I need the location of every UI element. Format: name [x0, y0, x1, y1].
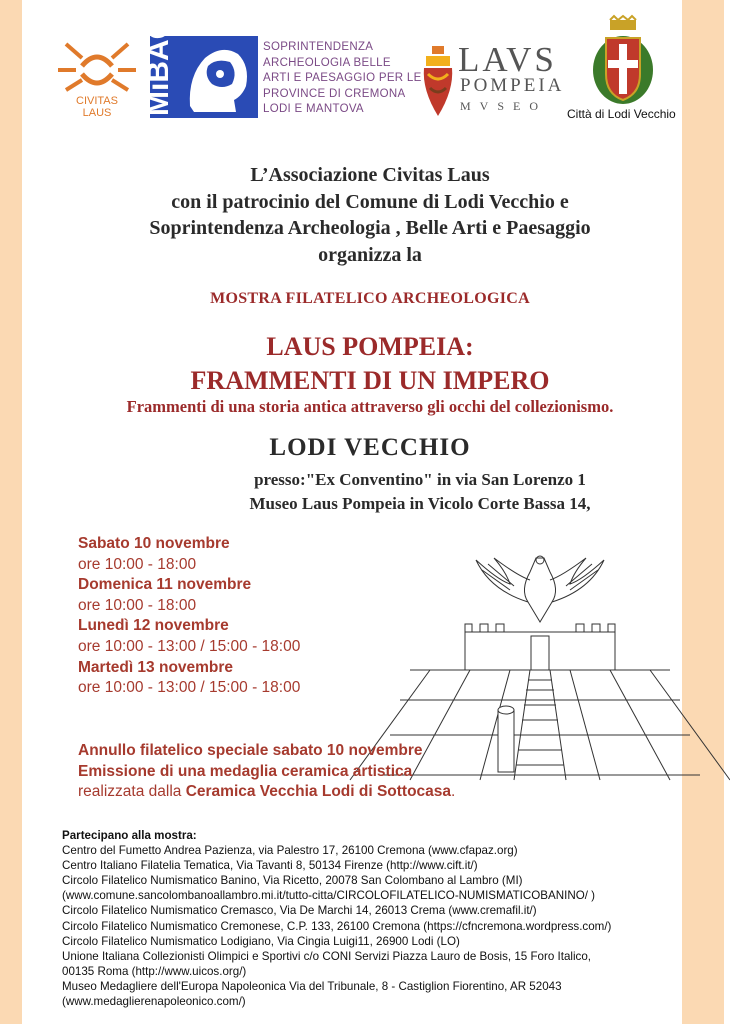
schedule-hours: ore 10:00 - 18:00 [78, 555, 197, 573]
partner-line: Unione Italiana Collezionisti Olimpici e Sportivi c/o CONI Servizi Piazza Lauro de Bosis, 15 Foro Italico, [62, 949, 592, 963]
annullo-section [78, 741, 538, 803]
annullo-line1: Annullo filatelico speciale sabato 10 novembre [78, 742, 423, 759]
venue-line1: presso:"Ex Conventino" in via San Lorenzo 1 [254, 470, 586, 489]
intro-text: L’Associazione Civitas Laus con il patrocinio del Comune di Lodi Vecchio e Soprintendenza Archeologia , Belle Arti e Paesaggio organizza la [149, 164, 591, 266]
partners-heading: Partecipano alla mostra: [62, 829, 197, 842]
location-title: LODI VECCHIO [269, 434, 471, 461]
civitas-laus-logo-text: CIVITAS LAUS [76, 95, 118, 119]
laus-logo-museo: MVSEO [460, 99, 548, 113]
laus-logo-subtitle: POMPEIA [460, 75, 565, 96]
schedule-day: Lunedì 12 novembre [78, 617, 229, 635]
partner-line: Museo Medagliere dell'Europa Napoleonica Via del Tribunale, 8 - Castiglion Fiorentino, AR 52043 [62, 979, 562, 993]
partner-line: (www.comune.sancolombanoallambro.mi.it/tutto-citta/CIRCOLOFILATELICO-NUMISMATICOBANINO/ ) [62, 889, 596, 903]
annullo-line3: realizzata dalla Ceramica Vecchia Lodi di Sottocasa. [78, 783, 456, 800]
exhibition-subtitle: Frammenti di una storia antica attraverso gli occhi del collezionismo. [126, 397, 614, 416]
exhibition-title-line1: LAUS POMPEIA: [266, 332, 474, 361]
venue-line2: Museo Laus Pompeia in Vicolo Corte Bassa 14, [249, 494, 591, 513]
schedule [78, 534, 300, 699]
schedule-day: Domenica 11 novembre [78, 576, 252, 594]
schedule-hours: ore 10:00 - 13:00 / 15:00 - 18:00 [78, 637, 301, 655]
mibac-emblem [142, 17, 258, 118]
partner-line: (www.medaglierenapoleonico.com/) [62, 995, 246, 1009]
schedule-day: Martedì 13 novembre [78, 658, 234, 676]
left-border-stripe [0, 0, 22, 1024]
lodi-vecchio-coat-of-arms-icon [588, 18, 658, 108]
exhibition-type: MOSTRA FILATELICO ARCHEOLOGICA [210, 290, 530, 307]
partners-list [62, 828, 682, 1009]
mibac-logo [142, 17, 258, 118]
mibac-logo-text: MiBAC [142, 17, 175, 116]
partner-line: Circolo Filatelico Numismatico Banino, Via Ricetto, 20078 San Colombano al Lambro (MI) [62, 874, 523, 888]
partner-line: Centro del Fumetto Andrea Pazienza, via Palestro 17, 26100 Cremona (www.cfapaz.org) [62, 844, 518, 858]
laus-logo-title: LAVS [458, 40, 557, 79]
partner-line: Circolo Filatelico Numismatico Cremonese, C.P. 133, 26100 Cremona (https://cfncremona.wordpress.com/) [62, 919, 612, 933]
partner-line: 00135 Roma (http://www.uicos.org/) [62, 964, 247, 978]
soprintendenza-text: SOPRINTENDENZA ARCHEOLOGIA BELLE ARTI E PAESAGGIO PER LE PROVINCE DI CREMONA LODI E MANTOVA [263, 41, 422, 115]
annullo-line2: Emissione di una medaglia ceramica artistica [78, 762, 413, 780]
partner-line: Circolo Filatelico Numismatico Lodigiano, Via Cingia Luigi11, 26900 Lodi (LO) [62, 934, 460, 948]
schedule-day: Sabato 10 novembre [78, 535, 230, 552]
partner-line: Circolo Filatelico Numismatico Cremasco, Via De Marchi 14, 26013 Crema (www.cremafil.it/) [62, 904, 537, 918]
exhibition-title-line2: FRAMMENTI DI UN IMPERO [190, 366, 550, 395]
lodi-vecchio-caption: Città di Lodi Vecchio [567, 107, 676, 121]
schedule-hours: ore 10:00 - 13:00 / 15:00 - 18:00 [78, 679, 301, 697]
laus-pompeia-amphora-icon [420, 44, 456, 120]
partner-line: Centro Italiano Filatelia Tematica, Via Tavanti 8, 50134 Firenze (http://www.cift.it/) [62, 859, 478, 873]
schedule-hours: ore 10:00 - 18:00 [78, 596, 197, 614]
